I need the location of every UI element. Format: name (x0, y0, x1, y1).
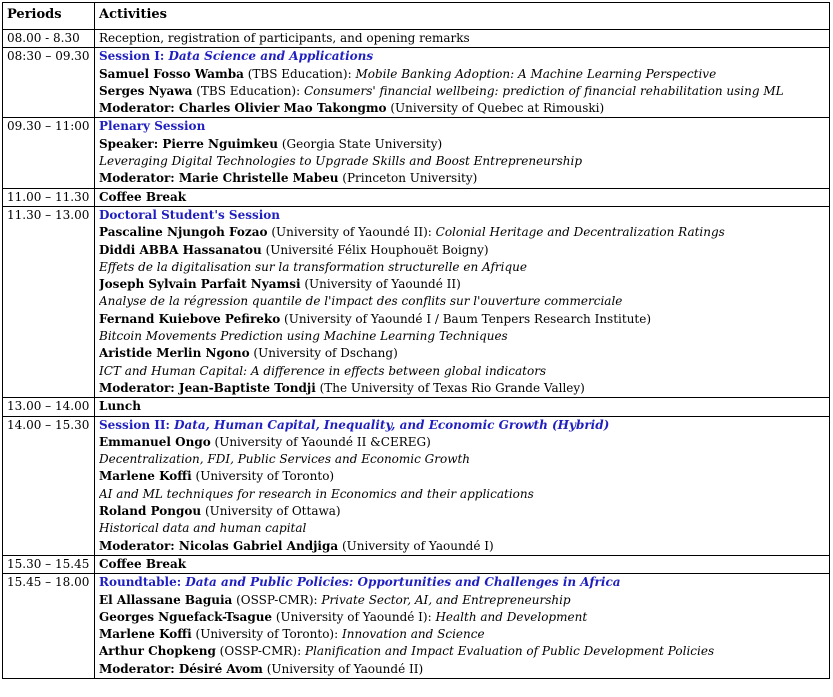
schedule-row (3, 48, 830, 118)
activity-text: (Princeton University) (338, 171, 478, 186)
activity-text: Innovation and Science (341, 627, 485, 642)
activity-text: (University of Yaoundé II): (267, 225, 436, 240)
activity-text: Bitcoin Movements Prediction using Machine Learning Techniques (99, 329, 508, 344)
period-cell: 11.30 – 13.00 (3, 206, 95, 397)
activity-text: Marlene Koffi (99, 469, 192, 484)
period-cell: 15.45 – 18.00 (3, 574, 95, 679)
activity-cell (95, 398, 830, 416)
activity-line (99, 398, 825, 415)
activity-line (99, 83, 825, 100)
activity-text: Joseph Sylvain Parfait Nyamsi (99, 277, 301, 292)
activity-text: Health and Development (435, 609, 588, 624)
activity-text: (TBS Education): (243, 66, 356, 81)
activity-text: Private Sector, AI, and Entrepreneurship (321, 592, 571, 607)
schedule-row (3, 30, 830, 48)
activity-line (99, 100, 825, 117)
activity-line (99, 486, 825, 503)
activity-line (99, 538, 825, 555)
activity-line (99, 48, 825, 65)
activity-text: (University of Ottawa) (201, 504, 341, 519)
activity-text: Speaker: Pierre Nguimkeu (99, 136, 279, 151)
activity-line (99, 242, 825, 259)
activity-cell (95, 30, 830, 48)
period-cell: 11.00 – 11.30 (3, 188, 95, 206)
activity-line (99, 311, 825, 328)
activity-text: Aristide Merlin Ngono (99, 346, 250, 361)
activity-text: El Allassane Baguia (99, 592, 233, 607)
activity-line (99, 30, 825, 47)
activity-line (99, 207, 825, 224)
activity-text: Moderator: Charles Olivier Mao Takongmo (99, 101, 387, 116)
activity-line (99, 328, 825, 345)
activity-line (99, 293, 825, 310)
activity-line (99, 609, 825, 626)
period-cell: 13.00 – 14.00 (3, 398, 95, 416)
activity-cell (95, 206, 830, 397)
activity-text: Data, Human Capital, Inequality, and Economic Growth (Hybrid) (174, 417, 610, 432)
activity-cell (95, 555, 830, 573)
schedule-row (3, 416, 830, 555)
activity-text: Session I: (99, 49, 169, 64)
schedule-row (3, 574, 830, 679)
activity-text: Analyse de la régression quantile de l'impact des conflits sur l'ouverture commerciale (99, 294, 623, 309)
activity-line (99, 189, 825, 206)
activity-line (99, 363, 825, 380)
activity-text: Data Science and Applications (168, 49, 374, 64)
activity-text: (University of Quebec at Rimouski) (386, 101, 605, 116)
activity-text: Coffee Break (99, 556, 187, 571)
activity-cell (95, 416, 830, 555)
activity-text: (Georgia State University) (278, 136, 443, 151)
activity-text: Diddi ABBA Hassanatou (99, 242, 262, 257)
activity-text: Emmanuel Ongo (99, 434, 211, 449)
activity-text: Moderator: Nicolas Gabriel Andjiga (99, 538, 339, 553)
activity-line (99, 468, 825, 485)
activity-text: Colonial Heritage and Decentralization Ratings (435, 225, 725, 240)
activity-text: ICT and Human Capital: A difference in effects between global indicators (99, 363, 547, 378)
activity-text: Data and Public Policies: Opportunities and Challenges in Africa (185, 575, 621, 590)
activity-line (99, 276, 825, 293)
activity-text: Plenary Session (99, 119, 206, 134)
activity-text: (University of Yaoundé I): (272, 609, 436, 624)
period-cell: 15.30 – 15.45 (3, 555, 95, 573)
activity-text: Effets de la digitalisation sur la transformation structurelle en Afrique (99, 259, 527, 274)
activity-line (99, 643, 825, 660)
activity-text: Désiré Avom (178, 661, 263, 676)
activity-line (99, 118, 825, 135)
activity-line (99, 661, 825, 678)
schedule-row (3, 118, 830, 188)
activity-line (99, 136, 825, 153)
activity-line (99, 153, 825, 170)
activity-line (99, 520, 825, 537)
activity-text: Moderator: Marie Christelle Mabeu (99, 171, 339, 186)
schedule-body (3, 30, 830, 679)
activity-line (99, 345, 825, 362)
activity-line (99, 626, 825, 643)
activity-text: Leveraging Digital Technologies to Upgrade Skills and Boost Entrepreneurship (99, 154, 583, 169)
activity-text: (University of Yaoundé II) (262, 661, 424, 676)
activity-text: (OSSP-CMR): (215, 644, 305, 659)
activity-line (99, 574, 825, 591)
activity-line (99, 592, 825, 609)
activity-line (99, 380, 825, 397)
activity-text: Moderator: (99, 661, 179, 676)
activity-text: Session II: (99, 417, 175, 432)
activity-text: (OSSP-CMR): (232, 592, 322, 607)
schedule-row (3, 206, 830, 397)
activity-text: Historical data and human capital (99, 521, 307, 536)
activity-text: Serges Nyawa (99, 83, 193, 98)
activity-text: Mobile Banking Adoption: A Machine Learning Perspective (355, 66, 717, 81)
activity-text: Coffee Break (99, 189, 187, 204)
activity-text: (The University of Texas Rio Grande Valley) (315, 380, 585, 395)
schedule-row (3, 398, 830, 416)
activity-cell (95, 118, 830, 188)
activity-text: Consumers' financial wellbeing: prediction of financial rehabilitation using ML (303, 83, 784, 98)
schedule-row (3, 188, 830, 206)
activity-text: Lunch (99, 399, 141, 414)
activity-text: Roundtable: (99, 575, 186, 590)
activity-text: AI and ML techniques for research in Economics and their applications (99, 486, 534, 501)
activity-line (99, 259, 825, 276)
activity-line (99, 417, 825, 434)
activity-cell (95, 188, 830, 206)
activity-text: Doctoral Student's Session (99, 207, 281, 222)
activity-text: (Université Félix Houphouët Boigny) (261, 242, 489, 257)
activities-header: Activities (95, 3, 830, 30)
activity-line (99, 556, 825, 573)
activity-cell (95, 574, 830, 679)
activity-text: (University of Yaoundé I / Baum Tenpers Research Institute) (280, 311, 652, 326)
period-cell: 14.00 – 15.30 (3, 416, 95, 555)
activity-line (99, 224, 825, 241)
activity-text: (University of Yaoundé I) (338, 538, 494, 553)
schedule-row (3, 555, 830, 573)
activity-text: (TBS Education): (192, 83, 304, 98)
activity-text: Decentralization, FDI, Public Services and Economic Growth (99, 452, 471, 467)
activity-line (99, 66, 825, 83)
activity-text: Roland Pongou (99, 504, 202, 519)
activity-text: Samuel Fosso Wamba (99, 66, 244, 81)
activity-line (99, 434, 825, 451)
activity-text: Reception, registration of participants, and opening remarks (99, 31, 470, 45)
period-cell: 09.30 – 11:00 (3, 118, 95, 188)
activity-text: Fernand Kuiebove Pefireko (99, 311, 281, 326)
activity-text: Moderator: Jean-Baptiste Tondji (99, 380, 316, 395)
activity-text: Arthur Chopkeng (99, 644, 216, 659)
activity-text: (University of Toronto): (191, 627, 342, 642)
activity-text: Georges Nguefack-Tsague (99, 609, 273, 624)
activity-cell (95, 48, 830, 118)
period-cell: 08:30 – 09.30 (3, 48, 95, 118)
activity-text: (University of Toronto) (191, 469, 335, 484)
period-cell: 08.00 - 8.30 (3, 30, 95, 48)
activity-text: (University of Dschang) (249, 346, 398, 361)
activity-line (99, 170, 825, 187)
activity-text: Planification and Impact Evaluation of Public Development Policies (304, 644, 715, 659)
activity-text: (University of Yaoundé II &CEREG) (210, 434, 431, 449)
activity-text: (University of Yaoundé II) (300, 277, 461, 292)
activity-text: Marlene Koffi (99, 627, 192, 642)
activity-text: Pascaline Njungoh Fozao (99, 225, 268, 240)
activity-line (99, 451, 825, 468)
activity-line (99, 503, 825, 520)
periods-header: Periods (3, 3, 95, 30)
program-schedule-table (2, 2, 830, 679)
header-row (3, 3, 830, 30)
